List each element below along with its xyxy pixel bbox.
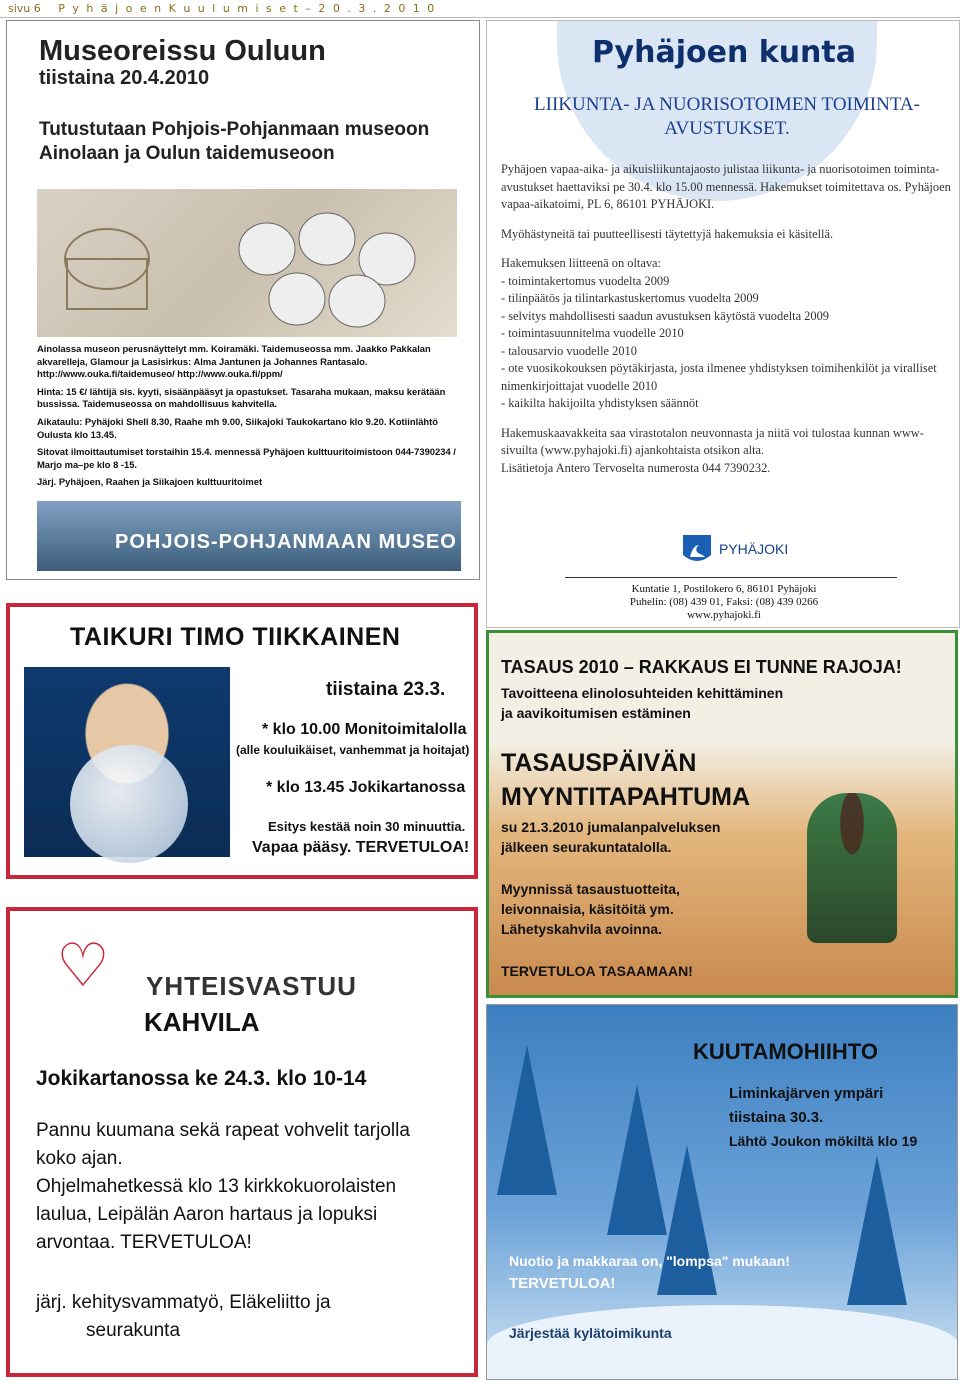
cafe-program-line: laulua, Leipälän Aaron hartaus ja lopuksi xyxy=(36,1204,378,1225)
fish-trap-illustration xyxy=(37,189,457,337)
cafe-organizers-line: seurakunta xyxy=(86,1320,181,1341)
header-divider xyxy=(0,17,960,18)
municipality-address xyxy=(487,583,960,622)
list-item: - toimintakertomus vuodelta 2009 xyxy=(501,273,670,288)
publication-title: P y h ä j o e n K u u l u m i s e t – 2 0 . 3 . 2 0 1 0 xyxy=(58,2,437,15)
page-number: sivu 6 xyxy=(8,2,41,15)
logo-text: PYHÄJOKI xyxy=(719,541,789,557)
ski-route: Liminkajärven ympäri xyxy=(729,1085,884,1102)
museum-artwork-image xyxy=(37,189,457,337)
ski-start: Lähtö Joukon mökiltä klo 19 xyxy=(729,1133,918,1149)
notice-heading: LIIKUNTA- JA NUORISOTOIMEN TOIMINTA-AVUSTUKSET. xyxy=(534,94,920,139)
magician-audience: (alle kouluikäiset, vanhemmat ja hoitajat) xyxy=(236,743,470,757)
ski-welcome: TERVETULOA! xyxy=(509,1275,616,1292)
notice-body xyxy=(501,161,951,489)
list-item: - ote vuosikokouksen pöytäkirjasta, josta ilmenee yhdistyksen toimihenkilöt ja viralliset nimenkirjoittajat vuodelle 2010 xyxy=(501,361,937,393)
notice-contact: Lisätietoja Antero Tervoselta numerosta 044 7390232. xyxy=(501,460,771,475)
ski-organizer: Järjestää kylätoimikunta xyxy=(509,1325,672,1341)
tasaus-welcome: TERVETULOA TASAAMAAN! xyxy=(501,963,693,979)
cafe-program-line: Ohjelmahetkessä klo 13 kirkkokuorolaisten xyxy=(36,1176,397,1197)
tasaus-event-title: MYYNTITAPAHTUMA xyxy=(501,783,751,811)
pyhajoki-swan-logo-icon xyxy=(681,533,713,567)
page-header xyxy=(8,2,436,15)
cafe-offer-line: Pannu kuumana sekä rapeat vohvelit tarjolla xyxy=(36,1120,410,1141)
yhteisvastuu-brand: YHTEISVASTUU xyxy=(146,971,357,1001)
museum-date: tiistaina 20.4.2010 xyxy=(39,67,210,89)
requirements-intro: Hakemuksen liitteenä on oltava: xyxy=(501,256,661,270)
list-item: - selvitys mahdollisesti saadun avustuksen käytöstä vuodelta 2009 xyxy=(501,308,829,323)
museum-organizers: Järj. Pyhäjoen, Raahen ja Siikajoen kulttuuritoimet xyxy=(37,476,263,488)
museum-details xyxy=(37,343,457,494)
ski-date: tiistaina 30.3. xyxy=(729,1109,824,1126)
magician-date: tiistaina 23.3. xyxy=(326,679,446,700)
yhteisvastuu-ad xyxy=(6,907,478,1377)
website-link[interactable]: www.pyhajoki.fi xyxy=(687,609,761,621)
notice-requirements xyxy=(501,255,951,413)
notice-paragraph: Hakemuskaavakkeita saa virastotalon neuvonnasta ja niitä voi tulostaa kunnan www-sivuilta (www.pyhajoki.fi) ajankohtaista otsikon alta. xyxy=(501,425,924,457)
ski-title: KUUTAMOHIIHTO xyxy=(693,1039,878,1064)
yhteisvastuu-heart-icon: ♡ xyxy=(56,932,110,999)
magician-duration: Esitys kestää noin 30 minuuttia. xyxy=(268,819,466,834)
tasaus-title: TASAUS 2010 – RAKKAUS EI TUNNE RAJOJA! xyxy=(501,657,902,677)
cafe-organizers-line: järj. kehitysvammatyö, Eläkeliitto ja xyxy=(36,1292,331,1313)
museum-price: Hinta: 15 €/ lähtijä sis. kyyti, sisäänpääsyt ja opastukset. Tasaraha mukaan, maksu kerätään bussissa. Taidemuseossa on mahdollisuus kahvitella. xyxy=(37,385,446,410)
list-item: - toimintasuunnitelma vuodelle 2010 xyxy=(501,326,684,340)
tasaus-date-line: su 21.3.2010 jumalanpalveluksen xyxy=(501,819,721,835)
tasaus-event-title: TASAUSPÄIVÄN xyxy=(501,749,697,777)
museum-exhibits: Ainolassa museon perusnäyttelyt mm. Koiramäki. Taidemuseossa mm. Jaakko Pakkalan akvarelleja, Glamour ja Lasisirkus: Alma Jantunen ja Johannes Rantasalo. http://www.ouka.fi/taidemuseo/ http://www.ouka.fi/ppm/ xyxy=(37,343,431,380)
magician-show-2: * klo 13.45 Jokikartanossa xyxy=(266,779,466,796)
spruce-tree xyxy=(657,1145,717,1295)
cafe-offer-line: koko ajan. xyxy=(36,1148,123,1169)
ski-campfire: Nuotio ja makkaraa on, "lompsa" mukaan! xyxy=(509,1253,790,1269)
museum-trip-ad xyxy=(6,20,480,580)
notice-paragraph: Myöhästyneitä tai puutteellisesti täytettyjä hakemuksia ei käsitellä. xyxy=(501,226,834,241)
cafe-title: KAHVILA xyxy=(144,1007,260,1037)
magician-title: TAIKURI TIMO TIIKKAINEN xyxy=(70,623,401,651)
tasaus-date-line: jälkeen seurakuntatalolla. xyxy=(501,839,672,855)
list-item: - tilinpäätös ja tilintarkastuskertomus vuodelta 2009 xyxy=(501,291,759,305)
gardener-photo xyxy=(807,793,897,943)
tasaus-ad xyxy=(486,630,958,998)
magician-show-1: * klo 10.00 Monitoimitalolla xyxy=(262,721,467,738)
address-line: Kuntatie 1, Postilokero 6, 86101 Pyhäjoki xyxy=(631,583,817,595)
museum-banner xyxy=(37,501,461,571)
magician-welcome: Vapaa pääsy. TERVETULOA! xyxy=(252,839,470,856)
cafe-time-place: Jokikartanossa ke 24.3. klo 10-14 xyxy=(36,1067,367,1090)
museum-banner-text: POHJOIS-POHJANMAAN MUSEO xyxy=(115,531,457,553)
museum-schedule: Aikataulu: Pyhäjoki Shell 8.30, Raahe mh 9.00, Siikajoki Taukokartano klo 9.20. Kotiinlähtö Oulusta klo 13.45. xyxy=(37,415,438,440)
moonlight-ski-ad xyxy=(486,1004,958,1380)
spruce-tree xyxy=(497,1045,557,1195)
phone-line: Puhelin: (08) 439 01, Faksi: (08) 439 0266 xyxy=(629,596,819,608)
balloon-image xyxy=(70,745,188,863)
tasaus-sale-line: leivonnaisia, käsitöitä ym. xyxy=(501,901,674,917)
address-divider xyxy=(565,577,897,578)
snow-hill xyxy=(487,1305,958,1380)
museum-subtitle: Tutustutaan Pohjois-Pohjanmaan museoon Ainolaan ja Oulun taidemuseoon xyxy=(39,119,430,164)
museum-registration: Sitovat ilmoittautumiset torstaihin 15.4. mennessä Pyhäjoen kulttuuritoimistoon 044-7390234 / Marjo ma–pe klo 8 -15. xyxy=(37,446,456,470)
museum-title: Museoreissu Ouluun xyxy=(39,35,326,67)
list-item: - talousarvio vuodelle 2010 xyxy=(501,343,637,358)
cafe-program-line: arvontaa. TERVETULOA! xyxy=(36,1232,252,1253)
tasaus-goal-line: ja aavikoitumisen estäminen xyxy=(501,705,691,721)
tasaus-goal-line: Tavoitteena elinolosuhteiden kehittäminen xyxy=(501,685,784,701)
municipality-notice xyxy=(486,20,960,628)
magician-ad xyxy=(6,603,478,879)
notice-paragraph: Pyhäjoen vapaa-aika- ja aikuisliikuntajaosto julistaa liikunta- ja nuorisotoimen toiminta-avustukset haettaviksi pe 30.4. klo 15.00 mennessä. Hakemukset toimitettava os. Pyhäjoen vapaa-aikatoimi, PL 6, 86101 PYHÄJOKI. xyxy=(501,162,951,211)
list-item: - kaikilta hakijoilta yhdistyksen säännöt xyxy=(501,396,699,410)
spruce-tree xyxy=(847,1155,907,1305)
tasaus-sale-line: Lähetyskahvila avoinna. xyxy=(501,921,663,937)
tasaus-sale-line: Myynnissä tasaustuotteita, xyxy=(501,881,680,897)
municipality-name: Pyhäjoen kunta xyxy=(592,35,856,70)
